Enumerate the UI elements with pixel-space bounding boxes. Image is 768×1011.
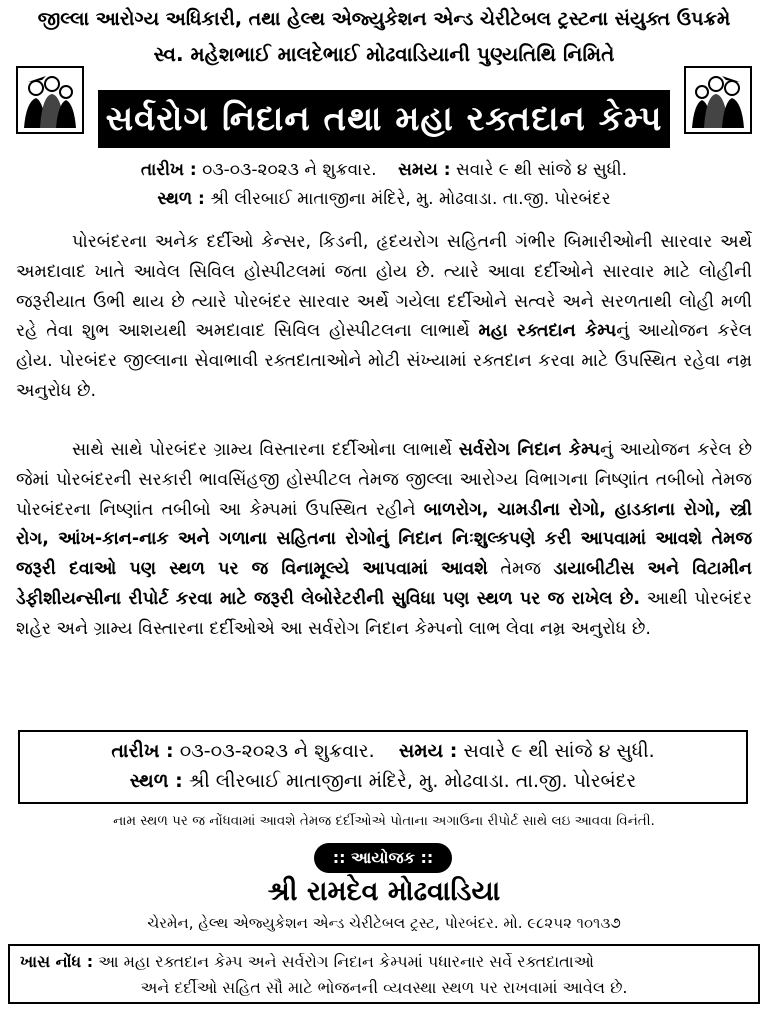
time-value: સવારે ૯ થી સાંજે ૪ સુધી. [455,160,628,180]
date-place-box [18,730,748,804]
paragraph-blood-donation [16,228,752,407]
top-place-line [0,189,768,209]
people-group-icon [16,66,84,134]
box-place-value: શ્રી લીરબાઈ માતાજીના મંદિરે, મુ. મોઢવાડા. તા.જી. પોરબંદર [188,770,637,792]
date-label: તારીખ : [140,160,197,180]
header-line-1: જીલ્લા આરોગ્ય અધિકારી, તથા હેલ્થ એજ્યુકેશન એન્ડ ચેરીટેબલ ટ્રસ્ટના સંયુક્ત ઉપક્રમે [37,8,731,30]
header-line-2: સ્વ. મહેશભાઈ માલદેભાઈ મોઢવાડિયાની પુણ્યતિથિ નિમિતે [153,42,615,66]
organizer-designation: ચેરમેન, હેલ્થ એજ્યુકેશન એન્ડ ચેરીટેબલ ટ્રસ્ટ, પોરબંદર. મો. ૯૮૨૫૨ ૧૦૧૩૭ [147,914,621,932]
para2-text-4: આથી પોરબંદર શહેર અને ગ્રામ્ય વિસ્તારના દર્દીઓએ આ સર્વરોગ નિદાન કેમ્પનો લાભ લેવા નમ્ર અનુરોધ છે. [16,588,752,639]
para1-text-1: પોરબંદરના અનેક દર્દીઓ કેન્સર, કિડની, હૃદયરોગ સહિતની ગંભીર બિમારીઓની સારવાર અર્થે અમદાવાદ ખાતે આવેલ સિવિલ હોસ્પીટલમાં જતા હોય છે. ત્યારે આવા દર્દીઓને સારવાર માટે લોહીની જરૂરીયાત ઉભી થાય છે ત્યારે પોરબંદર સારવાર અર્થે ગયેલા દર્દીઓને સત્વરે અને સરળતાથી લોહી મળી રહે તેવા શુભ આશયથી અમદાવાદ સિવિલ હોસ્પીટલના લાભાર્થે [16,232,752,342]
box-time-value: સવારે ૯ થી સાંજે ૪ સુધી. [463,740,655,762]
para2-bold-3: ડાયાબીટીસ અને વિટામીન ડેફીશીયન્સીના રીપોર્ટ કરવા માટે જરૂરી લેબોરેટરીની સુવિધા પણ સ્થળ પર જ રાખેલ છે. [16,559,752,609]
box-time-label: સમય : [398,740,458,762]
special-note-text-1: આ મહા રક્તદાન કેમ્પ અને સર્વરોગ નિદાન કેમ્પમાં પધારનાર સર્વે રક્તદાતાઓ [98,952,594,971]
para1-text-2: નું આયોજન કરેલ હોય. પોરબંદર જીલ્લાના સેવાભાવી રક્તદાતાઓને મોટી સંખ્યામાં રક્તદાન કરવા માટે ઉપસ્થિત રહેવા નમ્ર અનુરોધ છે. [16,321,752,401]
place-value: શ્રી લીરબાઈ માતાજીના મંદિરે, મુ. મોઢવાડા. તા.જી. પોરબંદર [210,189,611,209]
top-date-time-line [0,160,768,180]
para2-bold-2: બાળરોગ, ચામડીના રોગો, હાડકાના રોગો, સ્ત્રી રોગ, આંખ-કાન-નાક અને ગળાના સહિતના રોગોનું નિદાન નિઃશુલ્કપણે કરી આપવામાં આવશે તેમજ જરૂરી દવાઓ પણ સ્થળ પર જ વિનામૂલ્યે આપવામાં આવશે [16,499,752,580]
organizer-label: :: આયોજક :: [314,843,452,873]
box-place-line [20,770,746,792]
organizer-name: શ્રી રામદેવ મોઢવાડિયા [267,876,501,907]
people-group-icon [684,66,752,134]
box-date-time-line [20,740,746,762]
para1-bold-1: મહા રક્તદાન કેમ્પ [478,321,617,342]
special-note-line-1 [20,952,750,972]
para2-text-1: સાથે સાથે પોરબંદર ગ્રામ્ય વિસ્તારના દર્દીઓના લાભાર્થે [72,440,453,460]
registration-note: નામ સ્થળ પર જ નોંધવામાં આવશે તેમજ દર્દીઓએ પોતાના અગાઉના રીપોર્ટ સાથે લઇ આવવા વિનંતી. [113,813,655,829]
special-note-label: ખાસ નોંધ : [20,952,94,971]
para2-text-3: તેમજ [500,559,541,580]
paragraph-diagnosis-camp [16,436,752,645]
special-note-text-2: અને દર્દીઓ સહિત સૌ માટે ભોજનની વ્યવસ્થા સ્થળ પર રાખવામાં આવેલ છે. [140,978,628,997]
place-label: સ્થળ : [157,189,205,209]
box-date-label: તારીખ : [111,740,174,762]
para2-bold-1: સર્વરોગ નિદાન કેમ્પ [458,440,600,460]
box-place-label: સ્થળ : [129,770,183,792]
date-value: ૦૩-૦૩-૨૦૨૩ ને શુક્રવાર. [202,160,377,180]
box-date-value: ૦૩-૦૩-૨૦૨૩ ને શુક્રવાર. [179,740,375,762]
special-note-box [8,944,760,1004]
para2-text-2: નું આયોજન કરેલ છે જેમાં પોરબંદરની સરકારી ભાવસિંહજી હોસ્પીટલ તેમજ જીલ્લા આરોગ્ય વિભાગના નિષ્ણાંત તબીબો તેમજ પોરબંદરના નિષ્ણાંત તબીબો આ કેમ્પમાં ઉપસ્થિત રહીને [16,440,752,520]
time-label: સમય : [398,160,451,180]
banner-title: સર્વરોગ નિદાન તથા મહા રક્તદાન કેમ્પ [98,90,670,148]
